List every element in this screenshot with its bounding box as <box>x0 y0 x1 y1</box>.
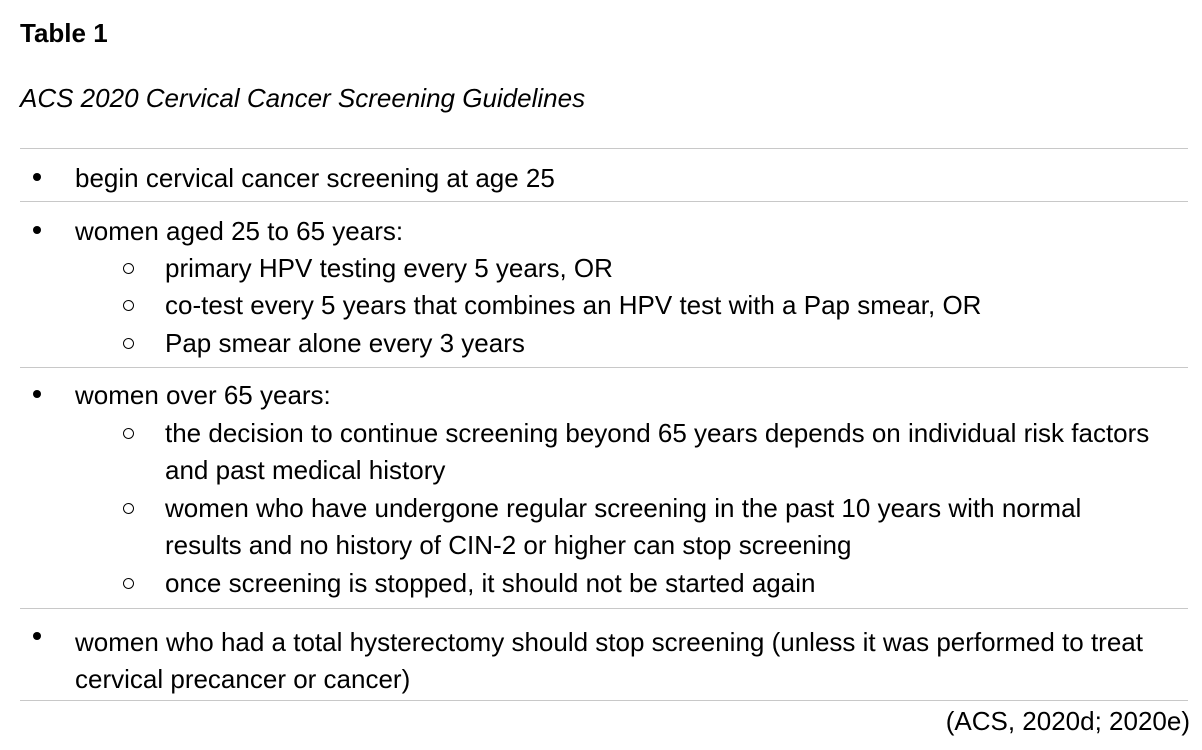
circle-bullet-icon <box>123 578 134 589</box>
table-row <box>20 149 1188 202</box>
circle-bullet-icon <box>123 428 134 439</box>
circle-bullet-icon <box>123 338 134 349</box>
circle-bullet-icon <box>123 263 134 274</box>
bullet-icon <box>31 628 49 646</box>
sub-item: the decision to continue screening beyond 65 years depends on individual risk factors and past medical history <box>165 418 1150 485</box>
sub-item: co-test every 5 years that combines an HPV test with a Pap smear, OR <box>165 290 982 320</box>
table-row <box>20 609 1188 701</box>
sub-item: primary HPV testing every 5 years, OR <box>165 253 613 283</box>
row-text: women aged 25 to 65 years: <box>75 216 404 246</box>
table-title: ACS 2020 Cervical Cancer Screening Guidelines <box>20 83 586 113</box>
table-row <box>20 202 1188 368</box>
bullet-icon <box>31 222 49 240</box>
sub-item: Pap smear alone every 3 years <box>165 328 525 358</box>
guidelines-table <box>20 148 1188 701</box>
table-label: Table 1 <box>20 18 108 48</box>
row-text: women who had a total hysterectomy should stop screening (unless it was performed to treat cervical precancer or cancer) <box>75 627 1143 694</box>
circle-bullet-icon <box>123 503 134 514</box>
bullet-icon <box>31 386 49 404</box>
citation: (ACS, 2020d; 2020e) <box>945 706 1190 736</box>
sub-item: once screening is stopped, it should not be started again <box>165 568 816 598</box>
circle-bullet-icon <box>123 300 134 311</box>
sub-item: women who have undergone regular screening in the past 10 years with normal results and no history of CIN-2 or higher can stop screening <box>165 493 1082 560</box>
row-text: women over 65 years: <box>75 380 331 410</box>
table-row <box>20 368 1188 609</box>
row-text: begin cervical cancer screening at age 25 <box>75 163 555 193</box>
bullet-icon <box>31 169 49 187</box>
